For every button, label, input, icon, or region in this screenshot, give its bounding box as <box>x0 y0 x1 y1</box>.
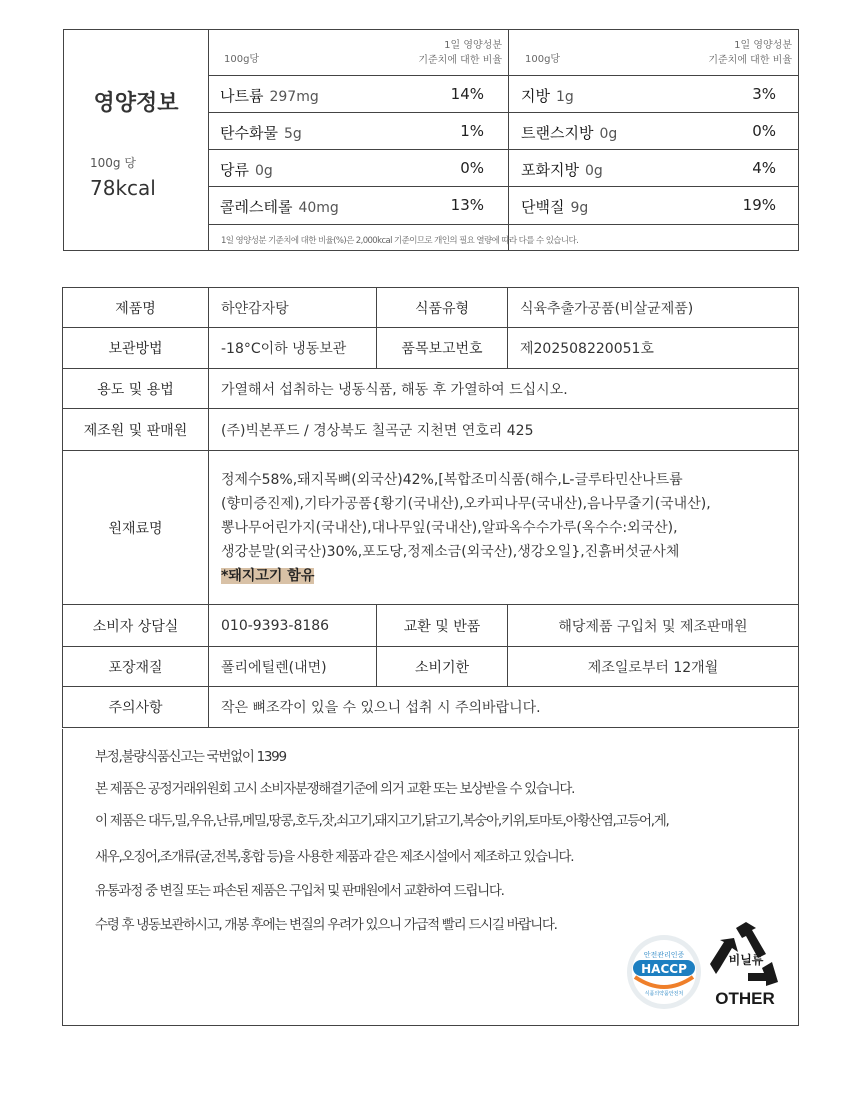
nutrient-percent: 19% <box>742 196 776 214</box>
daily-value-label <box>708 38 792 68</box>
column-header <box>208 30 508 76</box>
storage: -18°C이하 냉동보관 <box>209 328 377 369</box>
note-line: 부정,불량식품신고는 국번없이 1399 <box>95 749 286 765</box>
table-row <box>63 409 799 451</box>
usage: 가열해서 섭취하는 냉동식품, 해동 후 가열하여 드십시오. <box>209 369 799 409</box>
nutrient-row <box>208 76 508 113</box>
note-line: 새우,오징어,조개류(굴,전복,홍합 등)을 사용한 제품과 같은 제조시설에서 제조하고 있습니다. <box>95 849 574 865</box>
nutrient-name: 포화지방 <box>521 161 579 179</box>
food-type: 식육추출가공품(비살균제품) <box>508 288 799 328</box>
ingredients-label: 원재료명 <box>63 451 209 605</box>
table-row <box>63 328 799 369</box>
nutrient-row <box>208 150 508 187</box>
nutrient-percent: 0% <box>752 122 776 140</box>
haccp-top-text: 안전관리인증 <box>643 951 685 959</box>
daily-value-line2: 기준치에 대한 비율 <box>708 55 792 66</box>
report-number: 제202508220051호 <box>508 328 799 369</box>
nutrition-panel <box>63 29 799 251</box>
nutrient-percent: 3% <box>752 85 776 103</box>
note-line: 유통과정 중 변질 또는 파손된 제품은 구입처 및 판매원에서 교환하여 드립니다. <box>95 883 504 899</box>
recycle-type: OTHER <box>715 989 775 1008</box>
maker: (주)빅본푸드 / 경상북도 칠곡군 지천면 연호리 425 <box>209 409 799 451</box>
nutrient-amount: 0g <box>599 126 618 142</box>
daily-value-line1: 1일 영양성분 <box>734 40 792 51</box>
nutrient-percent: 14% <box>450 85 484 103</box>
nutrient-name: 당류 <box>220 161 249 179</box>
nutrition-summary <box>64 30 209 250</box>
per-100g-label: 100g당 <box>525 54 561 65</box>
nutrient-name: 단백질 <box>521 198 565 216</box>
usage-label: 용도 및 용법 <box>63 369 209 409</box>
nutrient-percent: 4% <box>752 159 776 177</box>
haccp-logo <box>625 933 703 1011</box>
haccp-bottom-text: 식품의약품안전처 <box>644 991 684 997</box>
food-type-label: 식품유형 <box>377 288 508 328</box>
nutrient-amount: 0g <box>584 163 603 179</box>
nutrient-row <box>509 150 798 187</box>
shelf-life: 제조일로부터 12개월 <box>508 647 799 687</box>
nutrition-column-left <box>208 30 509 250</box>
ingredients-line: 생강분말(외국산)30%,포도당,정제소금(외국산),생강오일},진흙버섯균사체 <box>221 543 680 560</box>
per-100g-label: 100g당 <box>224 54 260 65</box>
serving-size: 100g 당 <box>90 156 136 170</box>
nutrient-name: 콜레스테롤 <box>220 198 293 216</box>
nutrient-row <box>509 113 798 150</box>
table-row <box>63 369 799 409</box>
nutrient-row <box>208 113 508 150</box>
maker-label: 제조원 및 판매원 <box>63 409 209 451</box>
ingredients-line: 정제수58%,돼지목뼈(외국산)42%,[복합조미식품(해수,L-글루타민산나트륨 <box>221 471 683 488</box>
table-row <box>63 288 799 328</box>
report-number-label: 품목보고번호 <box>377 328 508 369</box>
nutrient-row <box>509 76 798 113</box>
recycle-mark <box>706 920 784 1010</box>
nutrient-amount: 1g <box>555 89 574 105</box>
recycle-label: 비닐류 <box>728 953 764 967</box>
nutrient-name: 지방 <box>521 87 550 105</box>
exchange-label: 교환 및 반품 <box>377 605 508 647</box>
nutrient-amount: 40mg <box>298 200 339 216</box>
storage-label: 보관방법 <box>63 328 209 369</box>
nutrient-amount: 9g <box>570 200 589 216</box>
nutrient-name: 나트륨 <box>220 87 264 105</box>
nutrient-name: 트랜스지방 <box>521 124 594 142</box>
caution-label: 주의사항 <box>63 687 209 728</box>
ingredients-line: 뽕나무어린가지(국내산),대나무잎(국내산),알파옥수수가루(옥수수:외국산), <box>221 519 678 536</box>
ingredients-line: (향미증진제),기타가공품{황기(국내산),오카피나무(국내산),음나무줄기(국내산), <box>221 495 711 512</box>
column-header <box>509 30 798 76</box>
packaging: 폴리에틸렌(내면) <box>209 647 377 687</box>
daily-value-label <box>418 38 502 68</box>
caution: 작은 뼈조각이 있을 수 있으니 섭취 시 주의바랍니다. <box>209 687 799 728</box>
nutrient-row <box>509 187 798 225</box>
product-name: 하얀감자탕 <box>209 288 377 328</box>
table-row <box>63 687 799 728</box>
shelf-life-label: 소비기한 <box>377 647 508 687</box>
calories: 78kcal <box>90 176 156 200</box>
note-line: 수령 후 냉동보관하시고, 개봉 후에는 변질의 우려가 있으니 가급적 빨리 드시길 바랍니다. <box>95 917 557 933</box>
consumer-center: 010-9393-8186 <box>209 605 377 647</box>
exchange: 해당제품 구입처 및 제조판매원 <box>508 605 799 647</box>
nutrient-percent: 13% <box>450 196 484 214</box>
nutrient-amount: 5g <box>283 126 302 142</box>
ingredients <box>209 451 799 605</box>
packaging-label: 포장재질 <box>63 647 209 687</box>
nutrient-percent: 0% <box>460 159 484 177</box>
nutrient-name: 탄수화물 <box>220 124 278 142</box>
product-name-label: 제품명 <box>63 288 209 328</box>
nutrient-row <box>208 187 508 225</box>
daily-value-line1: 1일 영양성분 <box>444 40 502 51</box>
note-line: 본 제품은 공정거래위원회 고시 소비자분쟁해결기준에 의거 교환 또는 보상받을 수 있습니다. <box>95 781 575 797</box>
table-row <box>63 605 799 647</box>
consumer-center-label: 소비자 상담실 <box>63 605 209 647</box>
allergen-notice: *돼지고기 함유 <box>221 567 315 584</box>
product-info-table <box>62 287 799 728</box>
nutrient-amount: 0g <box>254 163 273 179</box>
nutrient-percent: 1% <box>460 122 484 140</box>
daily-value-line2: 기준치에 대한 비율 <box>418 55 502 66</box>
nutrition-column-right <box>509 30 798 250</box>
table-row <box>63 451 799 605</box>
table-row <box>63 647 799 687</box>
nutrition-footnote: 1일 영양성분 기준치에 대한 비율(%)은 2,000kcal 기준이므로 개인의 필요 열량에 따라 다를 수 있습니다. <box>221 236 579 246</box>
note-line: 이 제품은 대두,밀,우유,난류,메밀,땅콩,호두,잣,쇠고기,돼지고기,닭고기,복숭아,키위,토마토,아황산염,고등어,게, <box>95 813 669 829</box>
nutrition-title: 영양정보 <box>93 91 179 116</box>
haccp-main-text: HACCP <box>641 962 687 976</box>
nutrient-amount: 297mg <box>269 89 319 105</box>
